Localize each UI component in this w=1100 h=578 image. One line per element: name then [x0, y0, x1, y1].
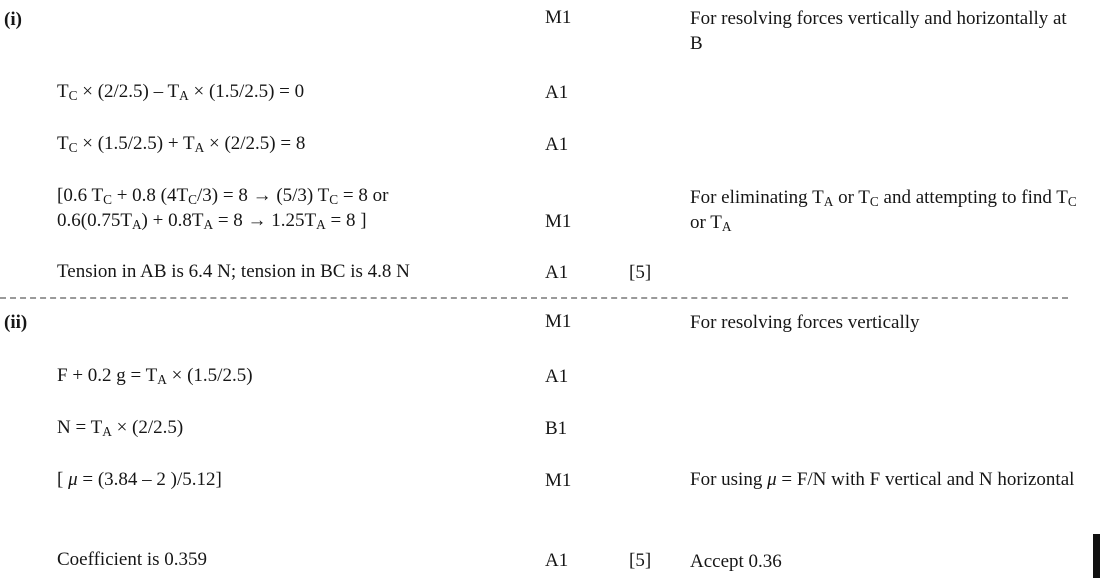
answer-text: [ μ = (3.84 – 2 )/5.12] [57, 469, 222, 490]
mark-comment: Accept 0.36 [690, 551, 782, 572]
answer-text: Tension in AB is 6.4 N; tension in BC is 4.8 N [57, 261, 410, 282]
mark-code: A1 [545, 134, 569, 155]
mark-total: [5] [629, 550, 652, 571]
mark-total: [5] [629, 262, 652, 283]
mark-code: M1 [545, 211, 572, 232]
part-label-ii: (ii) [4, 312, 28, 333]
page-edge-mark [1093, 534, 1100, 578]
answer-text: $T_C \times (2/2.5) - T_A \times (1.5/2.5) = 0$ [57, 81, 305, 103]
mark-comment: For resolving forces vertically and horizontally at B [690, 8, 1067, 54]
mark-code: A1 [545, 82, 569, 103]
section-divider [0, 297, 1068, 299]
mark-code: A1 [545, 262, 569, 283]
answer-text: F + 0.2 $g = T_A \times (1.5/2.5)$ [57, 365, 253, 387]
mark-comment: For eliminating $T_A$ or $T_C$ and attempting to find $T_C$ or $T_A$ [690, 187, 1077, 234]
mark-code: A1 [545, 366, 569, 387]
mark-code: M1 [545, 7, 572, 28]
mark-code: M1 [545, 311, 572, 332]
mark-comment: For resolving forces vertically [690, 312, 920, 333]
mark-code: A1 [545, 550, 569, 571]
part-label-i: (i) [4, 9, 22, 30]
answer-text: Coefficient is 0.359 [57, 549, 208, 570]
answer-text: [0.6 $T_C + 0.8$ $(4T_C/3) = 8 \to (5/3) T_C = 8$ or $0.6(0.75T_A) + 0.8T_A = 8 \to 1.25T_A = 8$ ] [57, 185, 389, 232]
answer-text: $N = T_A \times (2/2.5)$ [57, 417, 184, 439]
mark-comment: For using μ = F/N with F vertical and N horizontal [690, 469, 1075, 490]
answer-text: $T_C \times (1.5/2.5) + T_A \times (2/2.5) = 8$ [57, 133, 306, 155]
mark-code: M1 [545, 470, 572, 491]
mark-code: B1 [545, 418, 568, 439]
